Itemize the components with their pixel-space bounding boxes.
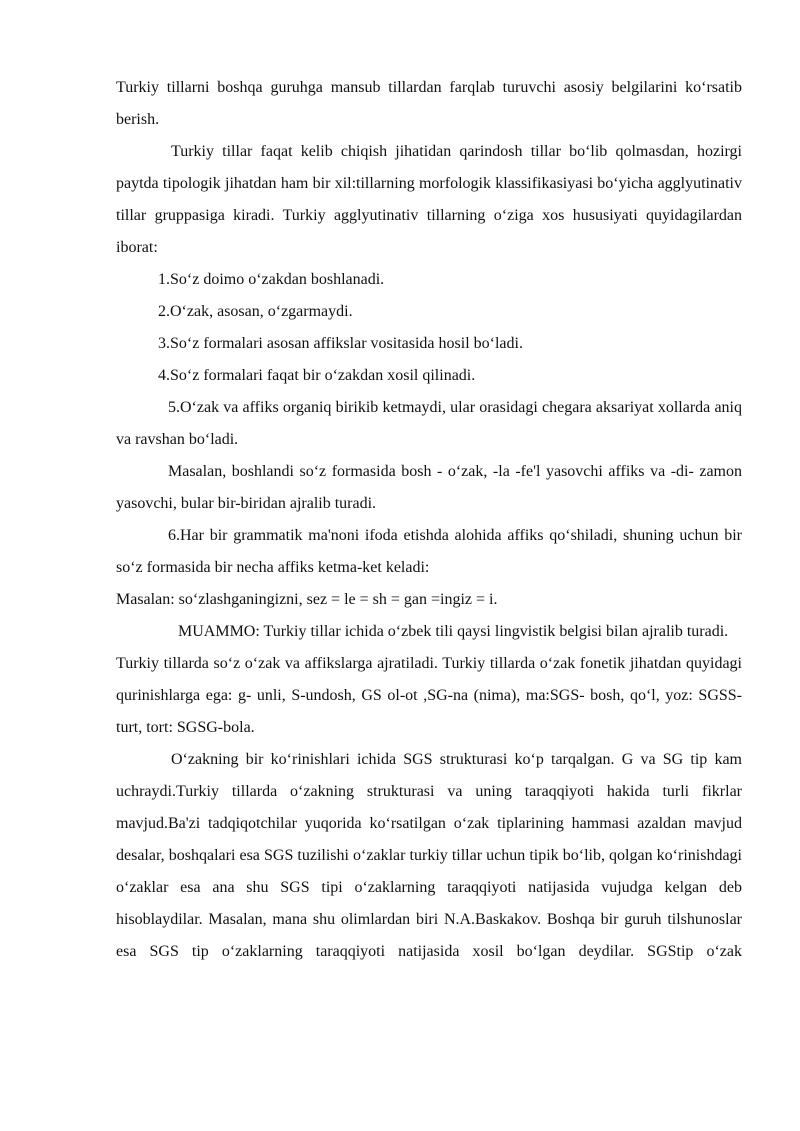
paragraph-sgs-structure: O‘zakning bir ko‘rinishlari ichida SGS strukturasi ko‘p tarqalgan. G va SG tip kam uchraydi.Turkiy tillarda o‘zakning strukturasi va uning taraqqiyoti hakida turli fikrlar mavjud.Ba'zi tadqiqotchilar yuqorida ko‘rsatilgan o‘zak tiplarining hammasi azaldan mavjud desalar, boshqalari esa SGS tuzilishi o‘zaklar turkiy tillar uchun tipik bo‘lib, qolgan ko‘rinishdagi o‘zaklar esa ana shu SGS tipi o‘zaklarning taraqqiyoti natijasida vujudga kelgan deb hisoblaydilar. Masalan, mana shu olimlardan biri N.A.Baskakov. Boshqa bir guruh tilshunoslar esa SGS tip o‘zaklarning taraqqiyoti natijasida xosil bo‘lgan deydilar. SGStip o‘zak (116, 751, 742, 960)
paragraph-item-5: 5.O‘zak va affiks organiq birikib ketmaydi, ular orasidagi chegara aksariyat xollarda aniq va ravshan bo‘ladi. (116, 399, 742, 448)
paragraph-muammo: MUAMMO: Turkiy tillar ichida o‘zbek tili qaysi lingvistik belgisi bilan ajralib turadi. (178, 623, 729, 640)
paragraph-example-sozlashganingizni: Masalan: so‘zlashganingizni, sez = le = sh = gan =ingiz = i. (116, 591, 498, 608)
paragraph-intro: Turkiy tillarni boshqa guruhga mansub tillardan farqlab turuvchi asosiy belgilarini ko‘rsatib berish. (116, 79, 742, 128)
paragraph-root-structure: Turkiy tillarda so‘z o‘zak va affikslarga ajratiladi. Turkiy tillarda o‘zak fonetik jihatdan quyidagi qurinishlarga ega: g- unli, S-undosh, GS ol-ot ,SG-na (nima), ma:SGS- bosh, qo‘l, yoz: SGSS-turt, tort: SGSG-bola. (116, 655, 742, 736)
list-item-4: 4.So‘z formalari faqat bir o‘zakdan xosil qilinadi. (158, 367, 476, 384)
document-page (116, 72, 742, 968)
paragraph-item-6: 6.Har bir grammatik ma'noni ifoda etishda alohida affiks qo‘shiladi, shuning uchun bir so‘z formasida bir necha affiks ketma-ket keladi: (116, 527, 742, 576)
list-item-1: 1.So‘z doimo o‘zakdan boshlanadi. (158, 271, 385, 288)
list-item-2: 2.O‘zak, asosan, o‘zgarmaydi. (158, 303, 353, 320)
paragraph-agglutinative: Turkiy tillar faqat kelib chiqish jihatidan qarindosh tillar bo‘lib qolmasdan, hozirgi paytda tipologik jihatdan ham bir xil:tillarning morfologik klassifikasiyasi bo‘yicha agglyutinativ tillar gruppasiga kiradi. Turkiy agglyutinativ tillarning o‘ziga xos hususiyati quyidagilardan iborat: (116, 143, 742, 256)
paragraph-example-boshlandi: Masalan, boshlandi so‘z formasida bosh - o‘zak, -la -fe'l yasovchi affiks va -di- zamon yasovchi, bular bir-biridan ajralib turadi. (116, 463, 742, 512)
list-item-3: 3.So‘z formalari asosan affikslar vositasida hosil bo‘ladi. (158, 335, 523, 352)
